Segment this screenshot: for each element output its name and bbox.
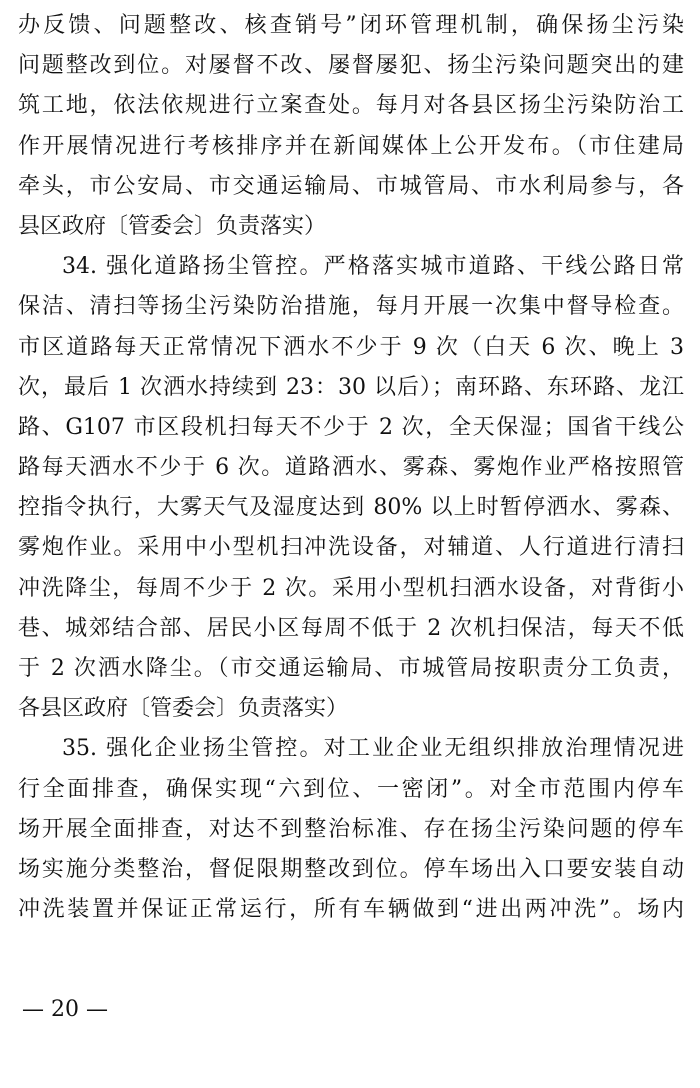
text-line: 35. 强化企业扬尘管控。对工业企业无组织排放治理情况进	[62, 736, 684, 762]
text-line: 34. 强化道路扬尘管控。严格落实城市道路、干线公路日常	[62, 254, 684, 280]
paragraph-34	[18, 247, 684, 729]
paragraph-33-continued	[18, 6, 684, 247]
text-line: 次，最后 1 次洒水持续到 23：30 以后）；南环路、东环路、龙江	[18, 374, 684, 400]
text-line: 雾炮作业。采用中小型机扫冲洗设备，对辅道、人行道进行清扫	[18, 535, 684, 561]
document-body	[18, 6, 684, 930]
text-line: 办反馈、问题整改、核查销号”闭环管理机制，确保扬尘污染	[18, 13, 684, 38]
text-line: 冲洗装置并保证正常运行，所有车辆做到“进出两冲洗”。场内	[18, 897, 684, 923]
text-line: 控指令执行，大雾天气及湿度达到 80% 以上时暂停洒水、雾森、	[18, 495, 684, 521]
text-line: 筑工地，依法依规进行立案查处。每月对各县区扬尘污染防治工	[18, 93, 684, 119]
text-line: 冲洗降尘，每周不少于 2 次。采用小型机扫洒水设备，对背街小	[18, 575, 684, 601]
text-line: 路每天洒水不少于 6 次。道路洒水、雾森、雾炮作业严格按照管	[18, 455, 684, 481]
text-line: 作开展情况进行考核排序并在新闻媒体上公开发布。（市住建局	[18, 133, 684, 159]
text-line: 县区政府〔管委会〕负责落实）	[18, 213, 327, 239]
text-line: 各县区政府〔管委会〕负责落实）	[18, 696, 349, 722]
text-line: 场开展全面排查，对达不到整治标准、存在扬尘污染问题的停车	[18, 816, 684, 842]
text-line: 行全面排查，确保实现“六到位、一密闭”。对全市范围内停车	[18, 776, 684, 802]
page-number: — 20 —	[22, 997, 108, 1022]
text-line: 于 2 次洒水降尘。（市交通运输局、市城管局按职责分工负责，	[18, 656, 684, 681]
text-line: 保洁、清扫等扬尘污染防治措施，每月开展一次集中督导检查。	[18, 294, 684, 320]
text-line: 问题整改到位。对屡督不改、屡督屡犯、扬尘污染问题突出的建	[18, 53, 684, 79]
text-line: 牵头，市公安局、市交通运输局、市城管局、市水利局参与，各	[18, 173, 684, 199]
text-line: 巷、城郊结合部、居民小区每周不低于 2 次机扫保洁，每天不低	[18, 615, 684, 641]
text-line: 场实施分类整治，督促限期整改到位。停车场出入口要安装自动	[18, 856, 684, 882]
text-line: 市区道路每天正常情况下洒水不少于 9 次（白天 6 次、晚上 3	[18, 334, 684, 360]
paragraph-35	[18, 729, 684, 930]
text-line: 路、G107 市区段机扫每天不少于 2 次，全天保湿；国省干线公	[18, 414, 684, 440]
